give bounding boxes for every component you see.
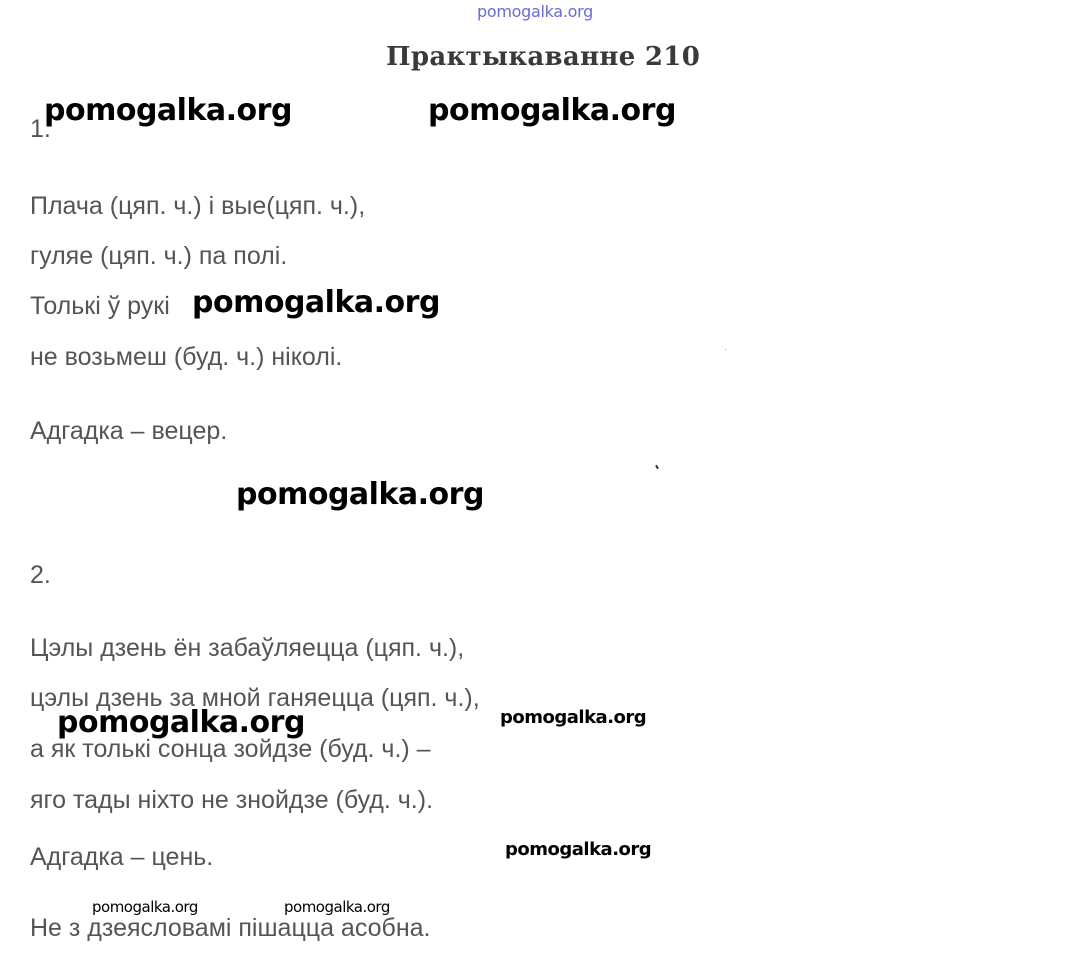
section2-answer: Адгадка – цень. bbox=[30, 843, 214, 871]
section2-number: 2. bbox=[30, 561, 51, 589]
watermark: pomogalka.org bbox=[505, 839, 652, 860]
section2-line-1: Цэлы дзень ён забаўляецца (цяп. ч.), bbox=[30, 634, 465, 662]
page-title: Практыкаванне 210 bbox=[386, 42, 701, 72]
watermark: pomogalka.org bbox=[428, 93, 676, 128]
section1-number: 1. bbox=[30, 115, 51, 143]
watermark: pomogalka.org bbox=[500, 707, 647, 728]
watermark: pomogalka.org bbox=[44, 93, 292, 128]
section1-line-3: Толькі ў рукі bbox=[30, 292, 170, 320]
section1-answer: Адгадка – вецер. bbox=[30, 417, 228, 445]
scan-speck bbox=[655, 465, 659, 469]
watermark: pomogalka.org bbox=[284, 898, 390, 916]
watermark: pomogalka.org bbox=[92, 898, 198, 916]
section1-line-1: Плача (цяп. ч.) і вые(цяп. ч.), bbox=[30, 192, 366, 220]
section2-line-3: а як толькі сонца зойдзе (буд. ч.) – bbox=[30, 735, 431, 763]
section1-line-2: гуляе (цяп. ч.) па полі. bbox=[30, 242, 288, 270]
section2-line-4: яго тады ніхто не знойдзе (буд. ч.). bbox=[30, 786, 434, 814]
watermark-top: pomogalka.org bbox=[477, 2, 593, 21]
scan-speck bbox=[725, 349, 726, 350]
section1-line-4: не возьмеш (буд. ч.) ніколі. bbox=[30, 343, 343, 371]
watermark: pomogalka.org bbox=[192, 285, 440, 320]
section2-line-2: цэлы дзень за мной ганяецца (цяп. ч.), bbox=[30, 684, 480, 712]
note-text: Не з дзеясловамі пішацца асобна. bbox=[30, 914, 431, 942]
watermark: pomogalka.org bbox=[236, 477, 484, 512]
watermark: pomogalka.org bbox=[57, 705, 305, 740]
